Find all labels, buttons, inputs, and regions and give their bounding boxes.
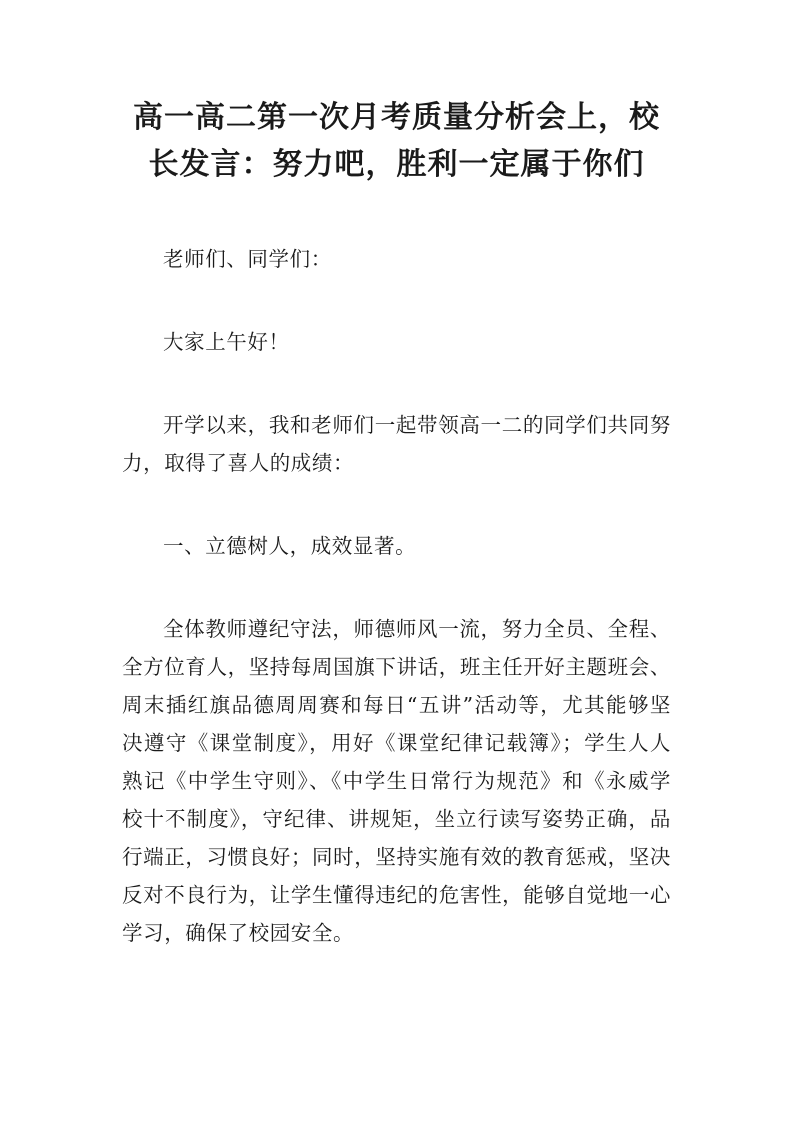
- salutation-paragraph: 老师们、同学们：: [163, 247, 332, 271]
- section-1-body: 全体教师遵纪守法，师德师风一流，努力全员、全程、全方位育人，坚持每周国旗下讲话，班主任开好主题班会、周末插红旗品德周周赛和每日“五讲”活动等，尤其能够坚决遵守《课堂制度》，用好《课堂纪律记载簿》；学生人人熟记《中学生守则》、《中学生日常行为规范》和《永威学校十不制度》，守纪律、讲规矩，坐立行读写姿势正确，品行端正，习惯良好；同时，坚持实施有效的教育惩戒，坚决反对不良行为，让学生懂得违纪的危害性，能够自觉地一心学习，确保了校园安全。: [122, 617, 671, 945]
- section-1-heading: 一、立德树人，成效显著。: [163, 534, 417, 558]
- document-title: 高一高二第一次月考质量分析会上，校长发言：努力吧，胜利一定属于你们: [133, 100, 660, 182]
- greeting-paragraph: 大家上午好！: [163, 330, 290, 354]
- intro-paragraph: 开学以来，我和老师们一起带领高一二的同学们共同努力，取得了喜人的成绩：: [122, 413, 671, 475]
